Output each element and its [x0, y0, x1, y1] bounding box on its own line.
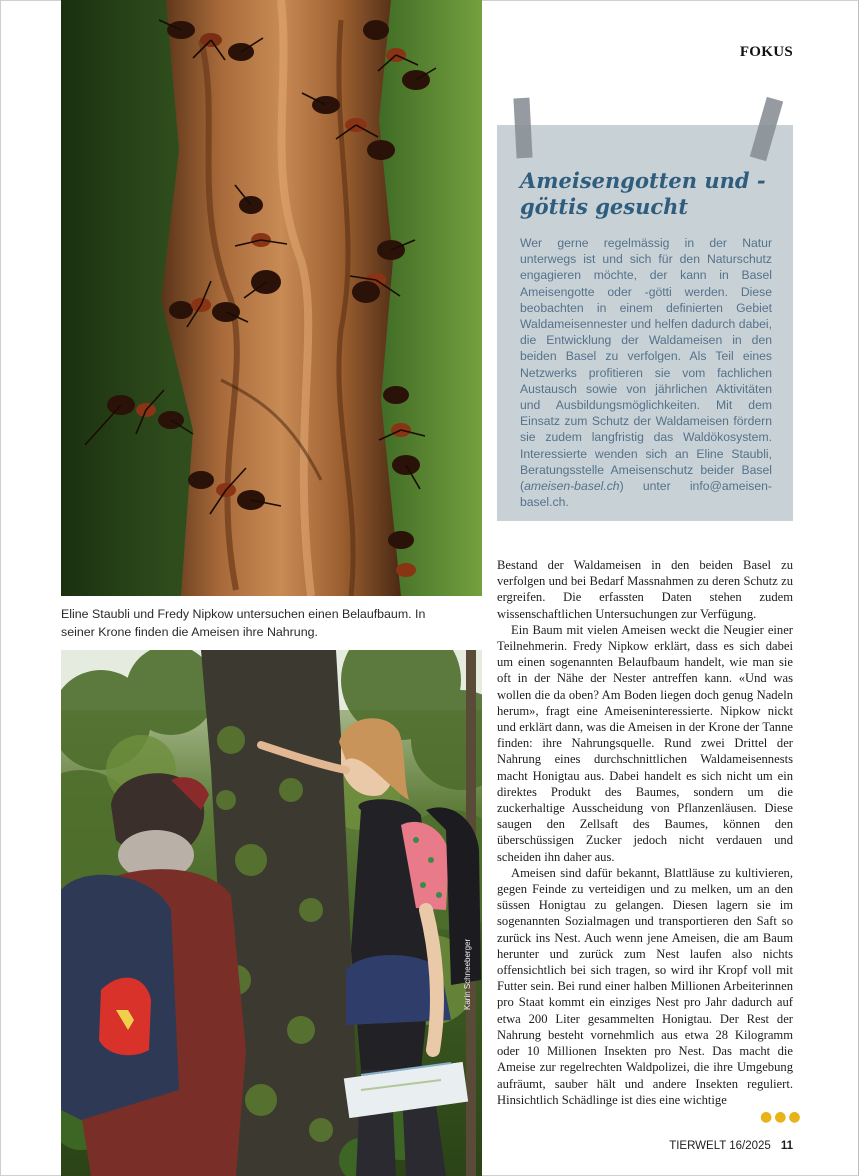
- info-box-text-start: Wer gerne regelmässig in der Natur unterwegs ist und sich für den Naturschutz engagieren möchte, der kann in Basel Ameisengotte oder -götti werden. Diese beobachten in einem definierten Gebiet Waldameisennester und helfen dadurch dabei, die Entwicklung der Waldameisen in den beiden Basel zu verfolgen. Als Teil eines Netzwerks profitieren sie vom fachlichen Austausch sowie von jährlichen Aktivitäten und Ausbildungsmöglichkeiten. Mit dem Einsatz zum Schutz der Waldameisen fördern sie zudem langfristig das Waldökosystem. Interessierte wenden sich an Eline Staubli, Beratungsstelle Ameisenschutz beider Basel (: [520, 236, 772, 494]
- photo-caption: Eline Staubli und Fredy Nipkow untersuchen einen Belaufbaum. In seiner Krone finden die Ameisen ihre Nahrung.: [61, 607, 426, 639]
- body-paragraph: Ein Baum mit vielen Ameisen weckt die Neugier einer Teilnehmerin. Fredy Nipkow erklärt, dass es sich dabei um einen sogenannten Belaufbaum handelt, wie man sie oft in der Nähe der Nester antreffen kann. «Und was wollen die da oben? Am Boden liegen doch genug Nadeln herum», fragt eine Ameiseninteressierte. Nipkow nickt und erklärt dann, was die Ameisen in der Krone der Tanne finden: ihre Nahrungsquelle. Rund zwei Drittel der Nahrung eines durchschnittlichen Waldameisennests macht Honigtau aus. Dabei handelt es sich nicht um ein direktes Produkt des Baumes, sondern um die zuckerhaltige Ausscheidung von Pflanzenläusen. Diese saugen den Zellsaft des Baumes, können den überschüssigen Zucker jedoch nicht verdauen und scheiden ihn daher aus.: [497, 622, 793, 864]
- info-box-text-end: ) unter info@ameisen-basel.ch.: [520, 479, 772, 510]
- photo-ants-on-tree: [61, 0, 482, 596]
- page-footer: [669, 1140, 793, 1152]
- info-box-text: [520, 235, 772, 510]
- section-label: FOKUS: [739, 44, 793, 60]
- page-number: 11: [780, 1140, 793, 1152]
- info-box-link[interactable]: ameisen-basel.ch: [524, 479, 620, 494]
- article-body: [497, 557, 793, 1108]
- photo-people-at-tree: [61, 650, 482, 1176]
- tape-decoration-left: [513, 98, 532, 159]
- magazine-issue: TIERWELT 16/2025: [669, 1140, 771, 1152]
- body-paragraph: Ameisen sind dafür bekannt, Blattläuse zu kultivieren, gegen Feinde zu verteidigen und zu melken, um an den süssen Honigtau zu gelangen. Diesen lagern sie im sogenannten Sozialmagen und transportieren den Saft so zurück ins Nest. Auch wenn jene Ameisen, die am Baum herunter und zurück zum Nest laufen also nichts offensichtlich bei sich tragen, so wird ihr Kropf voll mit Futter sein. Bei rund einer halben Millionen Arbeiterinnen pro Staat kommt ein einziges Nest pro Jahr dadurch auf etwa 200 Liter gesammelten Honigtau. Der Rest der Nahrung besteht vornehmlich aus etwa 28 Kilogramm oder 10 Millionen Insekten pro Nest. Das macht die Ameise zur regelrechten Waldpolizei, die ihre Umgebung aufräumt, sauber hält und andere Insekten reguliert. Hinsichtlich Schädlinge ist dies eine wichtige: [497, 865, 793, 1107]
- info-box-title: Ameisengotten und -göttis gesucht: [520, 168, 766, 219]
- continue-marker: ●●●: [760, 1109, 803, 1125]
- body-paragraph: Bestand der Waldameisen in den beiden Basel zu verfolgen und bei Bedarf Massnahmen zu deren Schutz zu ergreifen. Die erfassten Daten stehen zudem wissenschaftlichen Untersuchungen zur Verfügung.: [497, 558, 793, 621]
- photo-credit: Karin Schneeberger: [463, 938, 472, 1010]
